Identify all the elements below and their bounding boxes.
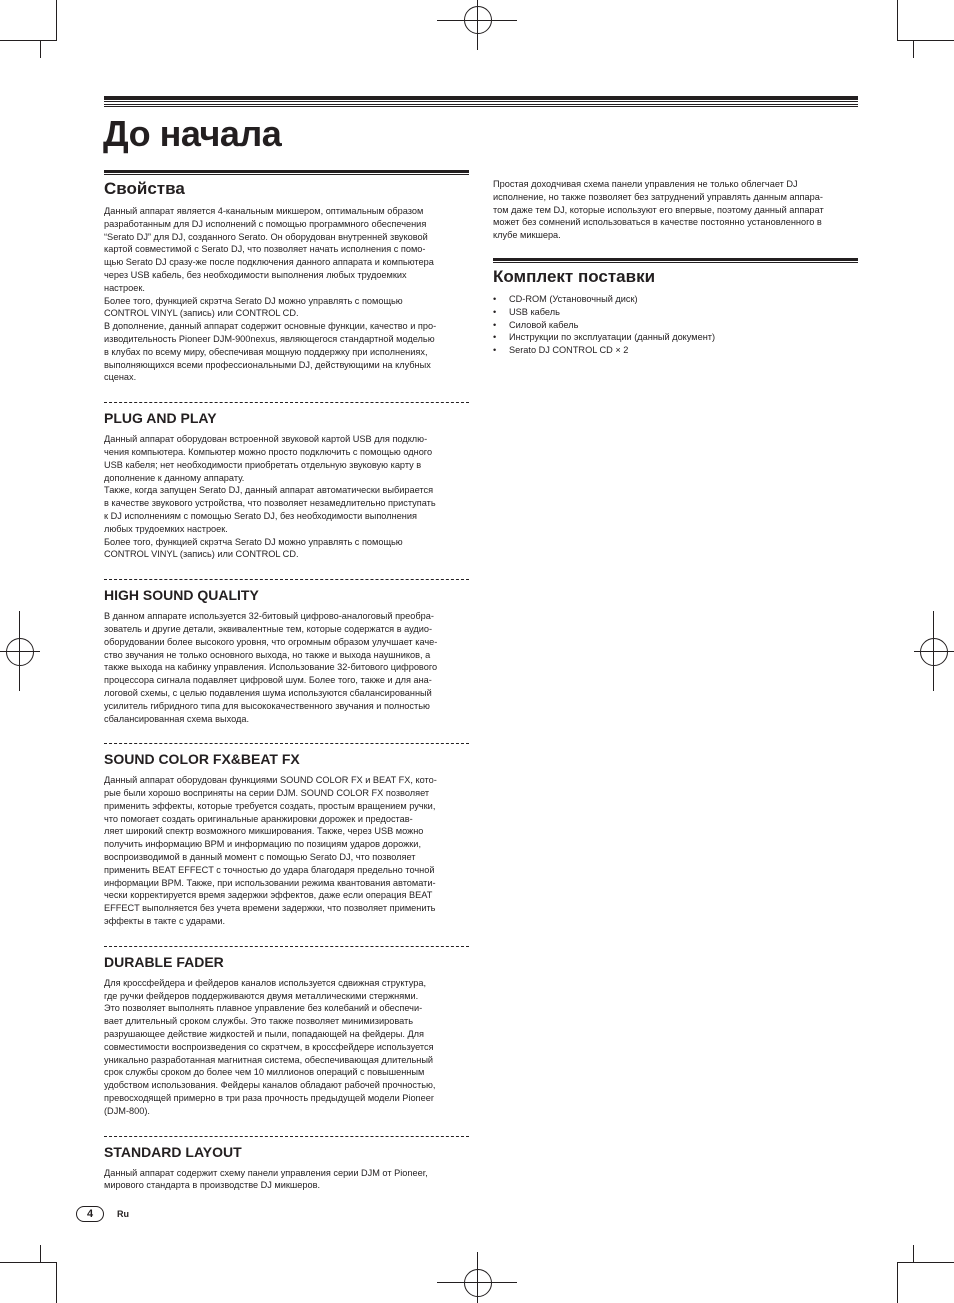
crop-mark [56, 0, 57, 40]
crop-mark [40, 40, 41, 58]
crop-mark [40, 1245, 41, 1263]
crop-mark [897, 0, 898, 40]
crop-mark [56, 1262, 57, 1303]
registration-mark-line [19, 611, 20, 691]
list-item: • Силовой кабель [493, 319, 579, 330]
crop-mark [0, 1262, 57, 1263]
right-column [493, 178, 858, 357]
package-contents-list [493, 293, 858, 357]
bullet-icon: • [493, 332, 497, 343]
crop-mark [897, 1262, 954, 1263]
features-heading: Свойства [104, 179, 185, 198]
dashed-divider [104, 743, 469, 744]
dashed-divider [104, 946, 469, 947]
plug-and-play-text: Данный аппарат оборудован встроенной звуковой картой USB для подклю- чения компьютера. Компьютер можно просто подключить с помощью одного USB кабеля; нет необходимости приобретать отдельную звуковую карту в дополнение к данному аппарату. Также, когда запущен Serato DJ, данный аппарат автоматически выбирается в качестве звукового устройства, что позволяет незамедлительно приступать к DJ исполнениям с помощью Serato DJ, без необходимости выполнения любых трудоемких настроек. Более того, функцией скрэтча Serato DJ можно управлять с помощью CONTROL VINYL (запись) или CONTROL CD. [104, 434, 436, 560]
durable-fader-heading: DURABLE FADER [104, 953, 224, 970]
features-text: Данный аппарат является 4-канальным микшером, оптимальным образом разработанным для DJ исполнений с помощью программного обеспечения “Serato DJ” для DJ, созданного Serato. Он оборудован внутренней звуковой картой совместимой с Serato DJ, что позволяет начать исполнения с помо- щью Serato DJ сразу-же после подключения данного аппарата и компьютера через USB кабель, без необходимости выполнения любых трудоемких настроек. Более того, функцией скрэтча Serato DJ можно управлять с помощью CONTROL VINYL (запись) или CONTROL CD. В дополнение, данный аппарат содержит основные функции, качество и про- изводительность Pioneer DJM-900nexus, являющегося стандартной моделью в клубах по всему миру, обеспечивая мощную поддержку при исполнениях, выполняющихся всеми профессиональными DJ, действующими на клубных сценах. [104, 206, 437, 383]
section-rule [104, 174, 469, 175]
header-rule [104, 104, 858, 105]
sound-color-fx-text: Данный аппарат оборудован функциями SOUND COLOR FX и BEAT FX, кото- рые были хорошо восприняты на серии DJM. SOUND COLOR FX позволяет применить эффекты, которые требуется создать, простым вращением ручки, что помогает создать оригинальные аранжировки дорожек и предостав- ляет широкий спектр возможного микширования. Также, через USB можно получить информацию BPM и информацию по позициям ударов дорожки, воспроизводимой в данный момент с помощью Serato DJ, что позволяет применить BEAT EFFECT с точностью до удара благодаря предельно точной информации BPM. Также, при использовании режима квантования автомати- чески корректируется время задержки эффектов, даже если операция BEAT EFFECT выполняется без учета времени задержки, что позволяет применить эффекты в такте с ударами. [104, 775, 437, 927]
bullet-icon: • [493, 306, 497, 317]
list-item: • USB кабель [493, 306, 560, 317]
page-number: 4 [76, 1206, 104, 1222]
sound-color-fx-heading: SOUND COLOR FX&BEAT FX [104, 751, 300, 768]
registration-mark-line [477, 0, 478, 50]
dashed-divider [104, 579, 469, 580]
registration-mark-line [477, 1252, 478, 1303]
crop-mark [913, 40, 914, 58]
list-item: • Serato DJ CONTROL CD × 2 [493, 345, 629, 356]
list-item: • CD-ROM (Установочный диск) [493, 293, 638, 304]
high-sound-quality-text: В данном аппарате используется 32-битовый цифрово-аналоговый преобра- зователь и другие детали, эквивалентные тем, которые содержатся в аудио- оборудовании более высокого уровня, что огромным образом улучшает каче- ство звучания не только основного выхода, но также и выхода наушников, а также выхода на кабинку управления. Использование 32-битового цифрового процессора сигнала подавляет цифровой шум. Более того, также и для ана- логовой схемы, с целью подавления шума используются сбалансированный усилитель гибридного типа для высококачественного звучания и полностью сбалансированная схема выхода. [104, 611, 438, 724]
section-rule [493, 262, 858, 263]
header-rule [104, 106, 858, 107]
crop-mark [897, 1262, 898, 1303]
header-rule [104, 101, 858, 102]
registration-mark [920, 638, 948, 666]
bullet-icon: • [493, 293, 497, 304]
section-rule [104, 170, 469, 173]
dashed-divider [104, 402, 469, 403]
registration-mark-line [933, 611, 934, 691]
registration-mark-line [914, 651, 954, 652]
intro-text: Простая доходчивая схема панели управления не только облегчает DJ исполнение, но также позволяет без затруднений управлять данным аппара- том даже тем DJ, которые используют его впервые, поэтому данный аппарат может без сомнений использоваться в качестве постоянно установленного в клубе микшера. [493, 179, 824, 241]
standard-layout-text: Данный аппарат содержит схему панели управления серии DJM от Pioneer, мирового стандарта в производстве DJ микшеров. [104, 1167, 428, 1191]
registration-mark [6, 638, 34, 666]
bullet-icon: • [493, 319, 497, 330]
list-item: • Инструкции по эксплуатации (данный документ) [493, 332, 716, 343]
plug-and-play-heading: PLUG AND PLAY [104, 410, 217, 427]
header-rule [104, 96, 858, 100]
crop-mark [0, 40, 57, 41]
section-rule [493, 258, 858, 261]
page-title: До начала [103, 113, 282, 154]
bullet-icon: • [493, 345, 497, 356]
high-sound-quality-heading: HIGH SOUND QUALITY [104, 587, 259, 604]
dashed-divider [104, 1136, 469, 1137]
crop-mark [897, 40, 954, 41]
crop-mark [913, 1245, 914, 1263]
language-code: Ru [117, 1209, 129, 1219]
registration-mark-line [0, 651, 40, 652]
durable-fader-text: Для кроссфейдера и фейдеров каналов используется сдвижная структура, где ручки фейдеров поддерживаются двумя металлическими стержнями. Это позволяет выполнять плавное управление без колебаний и обеспечи- вает длительный сроком службы. Это также позволяет минимизировать разрушающее действие жидкостей и пыли, попадающей на фейдеры. Для совместимости воспроизведения со скрэтчем, в кроссфейдере используется уникально разработанная магнитная система, обеспечивающая длительный срок службы сроком до более чем 10 миллионов операций с повышенным удобством использования. Фейдеры каналов обладают рабочей прочностью, превосходящей примерно в три раза прочность предыдущей модели Pioneer (DJM-800). [104, 977, 436, 1116]
registration-mark [464, 1269, 492, 1297]
package-contents-heading: Комплект поставки [493, 266, 656, 286]
left-column [104, 170, 469, 1192]
standard-layout-heading: STANDARD LAYOUT [104, 1143, 242, 1160]
